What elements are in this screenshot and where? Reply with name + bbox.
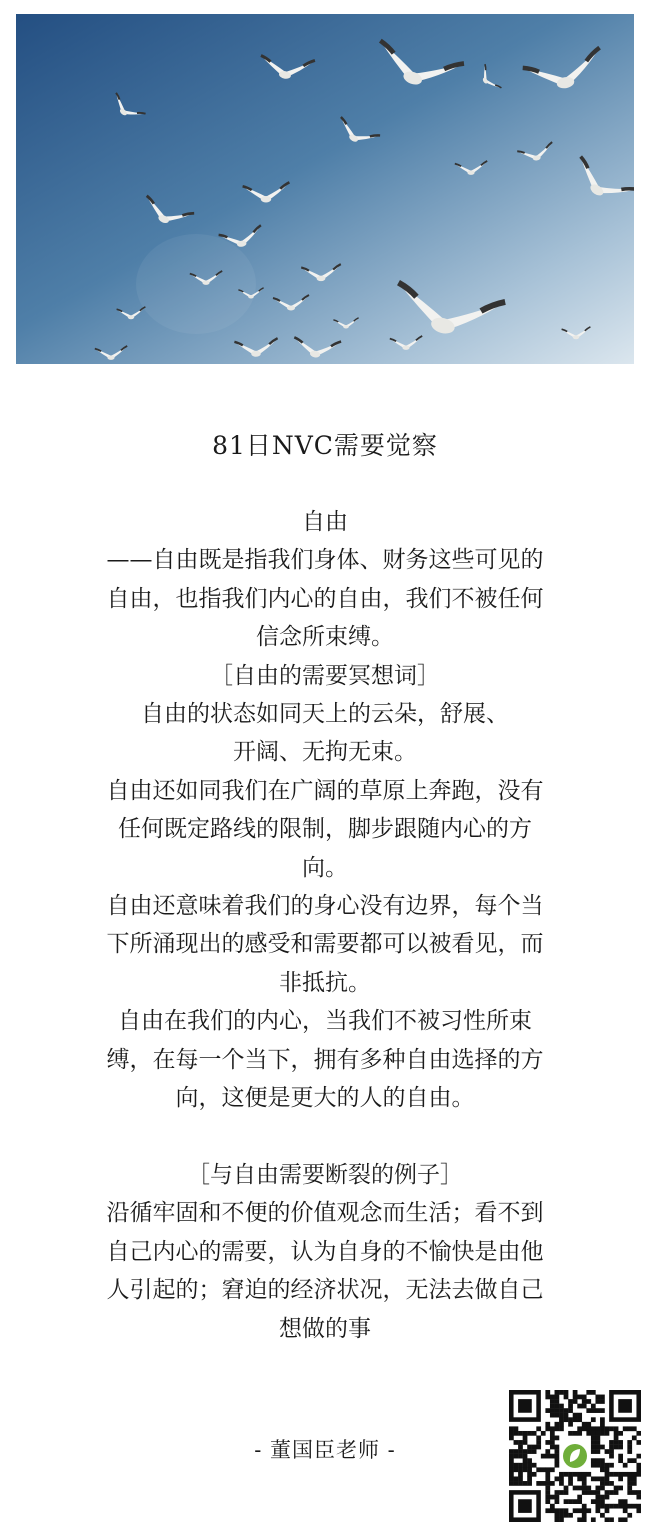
body-line: ——自由既是指我们身体、财务这些可见的 bbox=[106, 547, 544, 574]
body-line: 任何既定路线的限制，脚步跟随内心的方 bbox=[118, 816, 532, 843]
body-line: 开阔、无拘无束。 bbox=[233, 739, 417, 766]
body-line: 信念所束缚。 bbox=[256, 624, 394, 651]
body-line: 人引起的；窘迫的经济状况，无法去做自己 bbox=[106, 1277, 544, 1304]
body-line: 自由 bbox=[302, 509, 348, 535]
qr-code-image bbox=[509, 1390, 641, 1522]
body-line: 自由在我们的内心，当我们不被习性所束 bbox=[118, 1008, 532, 1035]
signature: - 董国臣老师 - bbox=[254, 1438, 396, 1462]
body-line: ［自由的需要冥想词］ bbox=[210, 662, 440, 689]
body-line: ［与自由需要断裂的例子］ bbox=[187, 1161, 463, 1188]
body-line: 向。 bbox=[302, 854, 348, 881]
body-line: 下所涌现出的感受和需要都可以被看见，而 bbox=[106, 931, 544, 958]
body-line: 自由还如同我们在广阔的草原上奔跑，没有 bbox=[106, 777, 544, 804]
article-title: 81日NVC需要觉察 bbox=[212, 431, 438, 460]
header-photo bbox=[16, 14, 634, 364]
body-line: 沿循牢固和不便的价值观念而生活；看不到 bbox=[106, 1200, 544, 1227]
body-line: 自由的状态如同天上的云朵，舒展、 bbox=[141, 701, 509, 728]
blank-line bbox=[80, 1118, 570, 1156]
body-line: 向，这便是更大的人的自由。 bbox=[175, 1085, 475, 1112]
qr-finder-pattern bbox=[509, 1390, 541, 1422]
body-line: 缚，在每一个当下，拥有多种自由选择的方 bbox=[106, 1046, 544, 1073]
body-line: 自由还意味着我们的身心没有边界，每个当 bbox=[106, 893, 544, 920]
article-body bbox=[80, 503, 570, 1348]
body-line: 想做的事 bbox=[279, 1315, 371, 1342]
body-line: 自己内心的需要，认为自身的不愉快是由他 bbox=[106, 1238, 544, 1265]
body-line: 非抵抗。 bbox=[279, 969, 371, 996]
qr-code[interactable] bbox=[509, 1390, 641, 1522]
qr-finder-pattern bbox=[509, 1490, 541, 1522]
body-line: 自由，也指我们内心的自由，我们不被任何 bbox=[106, 585, 544, 612]
qr-finder-pattern bbox=[609, 1390, 641, 1422]
seagull-photo-image bbox=[16, 14, 634, 364]
